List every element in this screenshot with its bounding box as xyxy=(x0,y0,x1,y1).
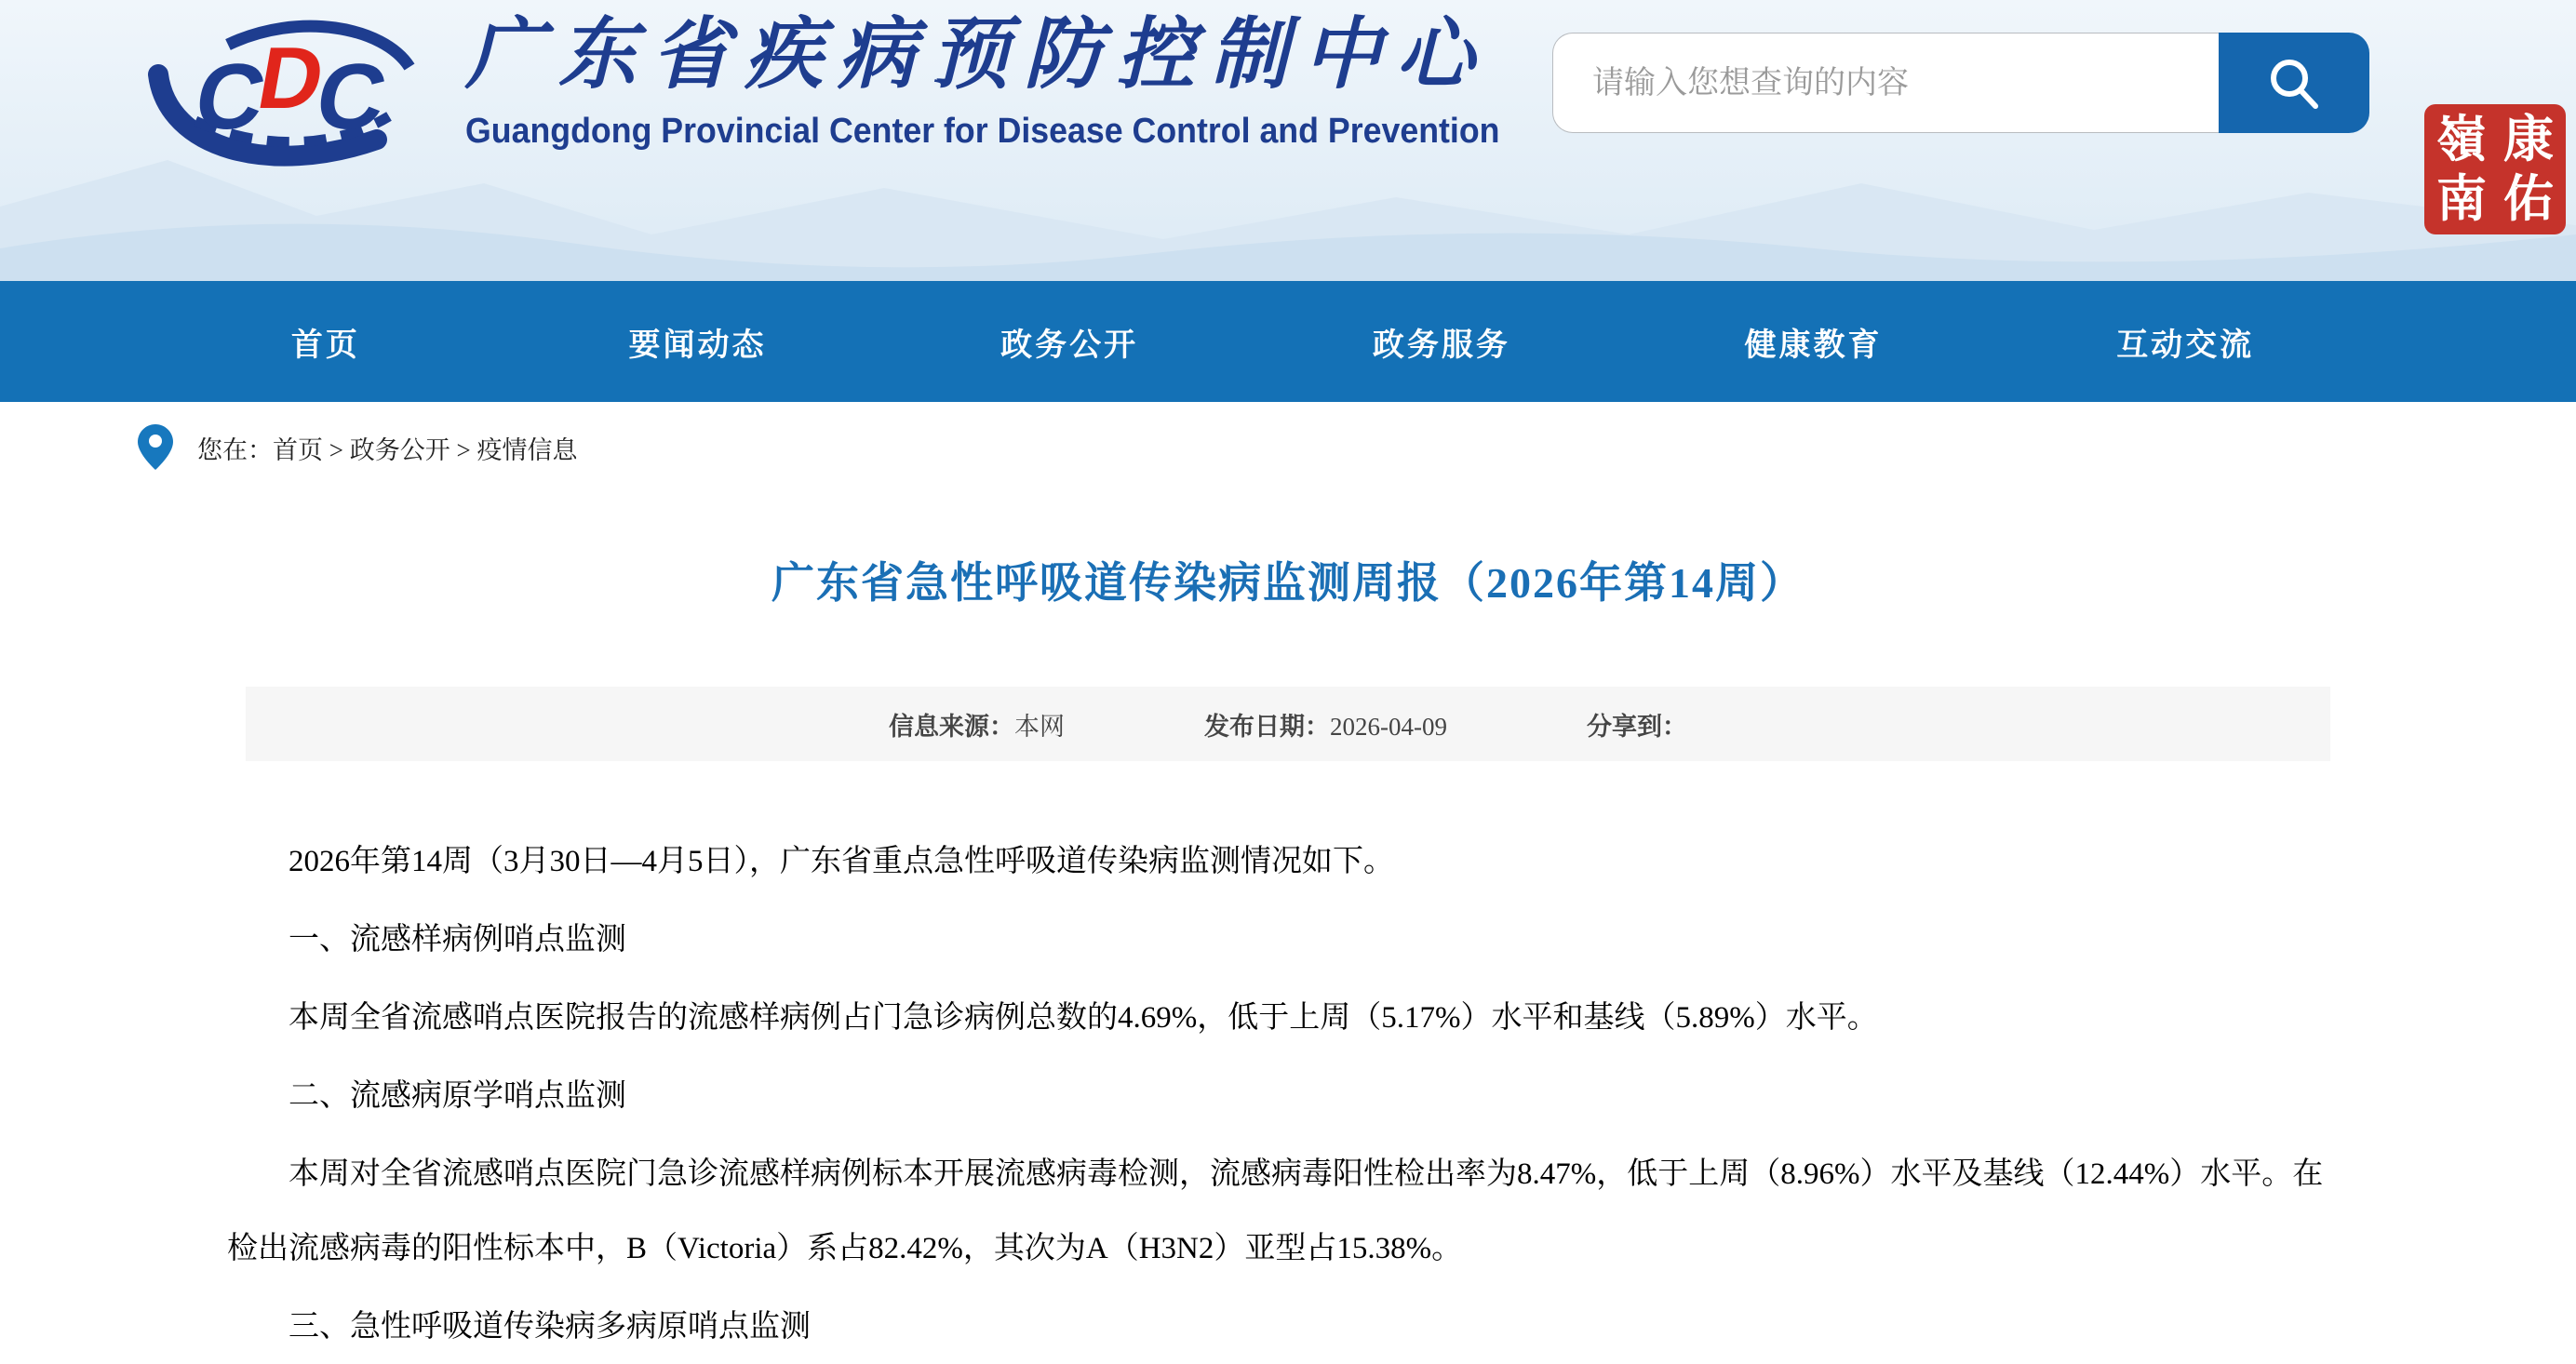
seal-character: 康 xyxy=(2503,112,2554,167)
page-title: 广东省急性呼吸道传染病监测周报（2026年第14周） xyxy=(771,559,1805,607)
article-paragraph: 本周全省流感哨点医院报告的流感样病例占门急诊病例总数的4.69%，低于上周（5.17%）水平和基线（5.89%）水平。 xyxy=(288,1001,1878,1035)
breadcrumb xyxy=(0,402,2576,493)
article-paragraph: 二、流感病原学哨点监测 xyxy=(288,1079,626,1113)
article-meta-bar xyxy=(246,687,2330,761)
site-search xyxy=(1552,33,2369,133)
article-body xyxy=(227,761,2349,1364)
breadcrumb-link[interactable]: 首页 xyxy=(273,435,323,464)
search-icon xyxy=(2265,54,2323,112)
breadcrumb-prefix: 您在： xyxy=(197,435,273,464)
location-pin-icon xyxy=(138,424,173,471)
site-banner xyxy=(0,0,2576,281)
seal-character: 嶺 xyxy=(2436,112,2487,167)
breadcrumb-separator: > xyxy=(323,435,350,464)
meta-share xyxy=(1587,706,1687,742)
meta-date-value: 2026-04-09 xyxy=(1330,712,1447,741)
logo-letter-c1: C xyxy=(187,45,274,149)
search-button[interactable] xyxy=(2219,33,2369,133)
logo-letter-c2: C xyxy=(308,45,395,149)
search-input[interactable] xyxy=(1552,33,2219,133)
article-paragraph: 三、急性呼吸道传染病多病原哨点监测 xyxy=(288,1310,811,1344)
meta-source-value: 本网 xyxy=(1014,712,1065,741)
meta-source xyxy=(889,706,1065,742)
breadcrumb-separator: > xyxy=(449,435,477,464)
site-title-english: Guangdong Provincial Center for Disease Control and Prevention xyxy=(465,112,1500,151)
meta-source-label: 信息来源： xyxy=(889,712,1014,741)
site-brand xyxy=(465,4,1500,152)
article-paragraph: 一、流感样病例哨点监测 xyxy=(288,923,626,956)
meta-share-label: 分享到： xyxy=(1586,712,1687,741)
article-page xyxy=(0,549,2576,1364)
meta-date xyxy=(1204,706,1447,742)
article-paragraph: 本周对全省流感哨点医院门急诊流感样病例标本开展流感病毒检测，流感病毒阳性检出率为8.47%，低于上周（8.96%）水平及基线（12.44%）水平。在检出流感病毒的阳性标本中，B（Victoria）系占82.42%，其次为A（H3N2）亚型占15.38%。 xyxy=(227,1157,2324,1265)
nav-item[interactable]: 健康教育 xyxy=(1744,327,1883,363)
breadcrumb-link[interactable]: 政务公开 xyxy=(349,435,450,464)
nav-item[interactable]: 互动交流 xyxy=(2116,327,2255,363)
nav-item[interactable]: 要闻动态 xyxy=(628,327,767,363)
nav-item[interactable]: 政务公开 xyxy=(1000,327,1139,363)
kangyou-lingnan-seal xyxy=(2424,104,2566,234)
meta-date-label: 发布日期： xyxy=(1204,712,1330,741)
cdc-logo[interactable] xyxy=(140,9,428,172)
article-paragraph: 2026年第14周（3月30日—4月5日），广东省重点急性呼吸道传染病监测情况如下。 xyxy=(288,845,1394,878)
site-title-chinese: 广东省疾病预防控制中心 xyxy=(465,12,1490,99)
logo-letter-d: D xyxy=(250,29,332,127)
nav-item[interactable]: 政务服务 xyxy=(1372,327,1510,363)
seal-character: 佑 xyxy=(2503,171,2554,227)
nav-item[interactable]: 首页 xyxy=(290,327,360,363)
main-nav xyxy=(0,281,2576,402)
seal-character: 南 xyxy=(2436,171,2487,227)
breadcrumb-trail xyxy=(273,430,577,466)
breadcrumb-link[interactable]: 疫情信息 xyxy=(476,435,578,464)
